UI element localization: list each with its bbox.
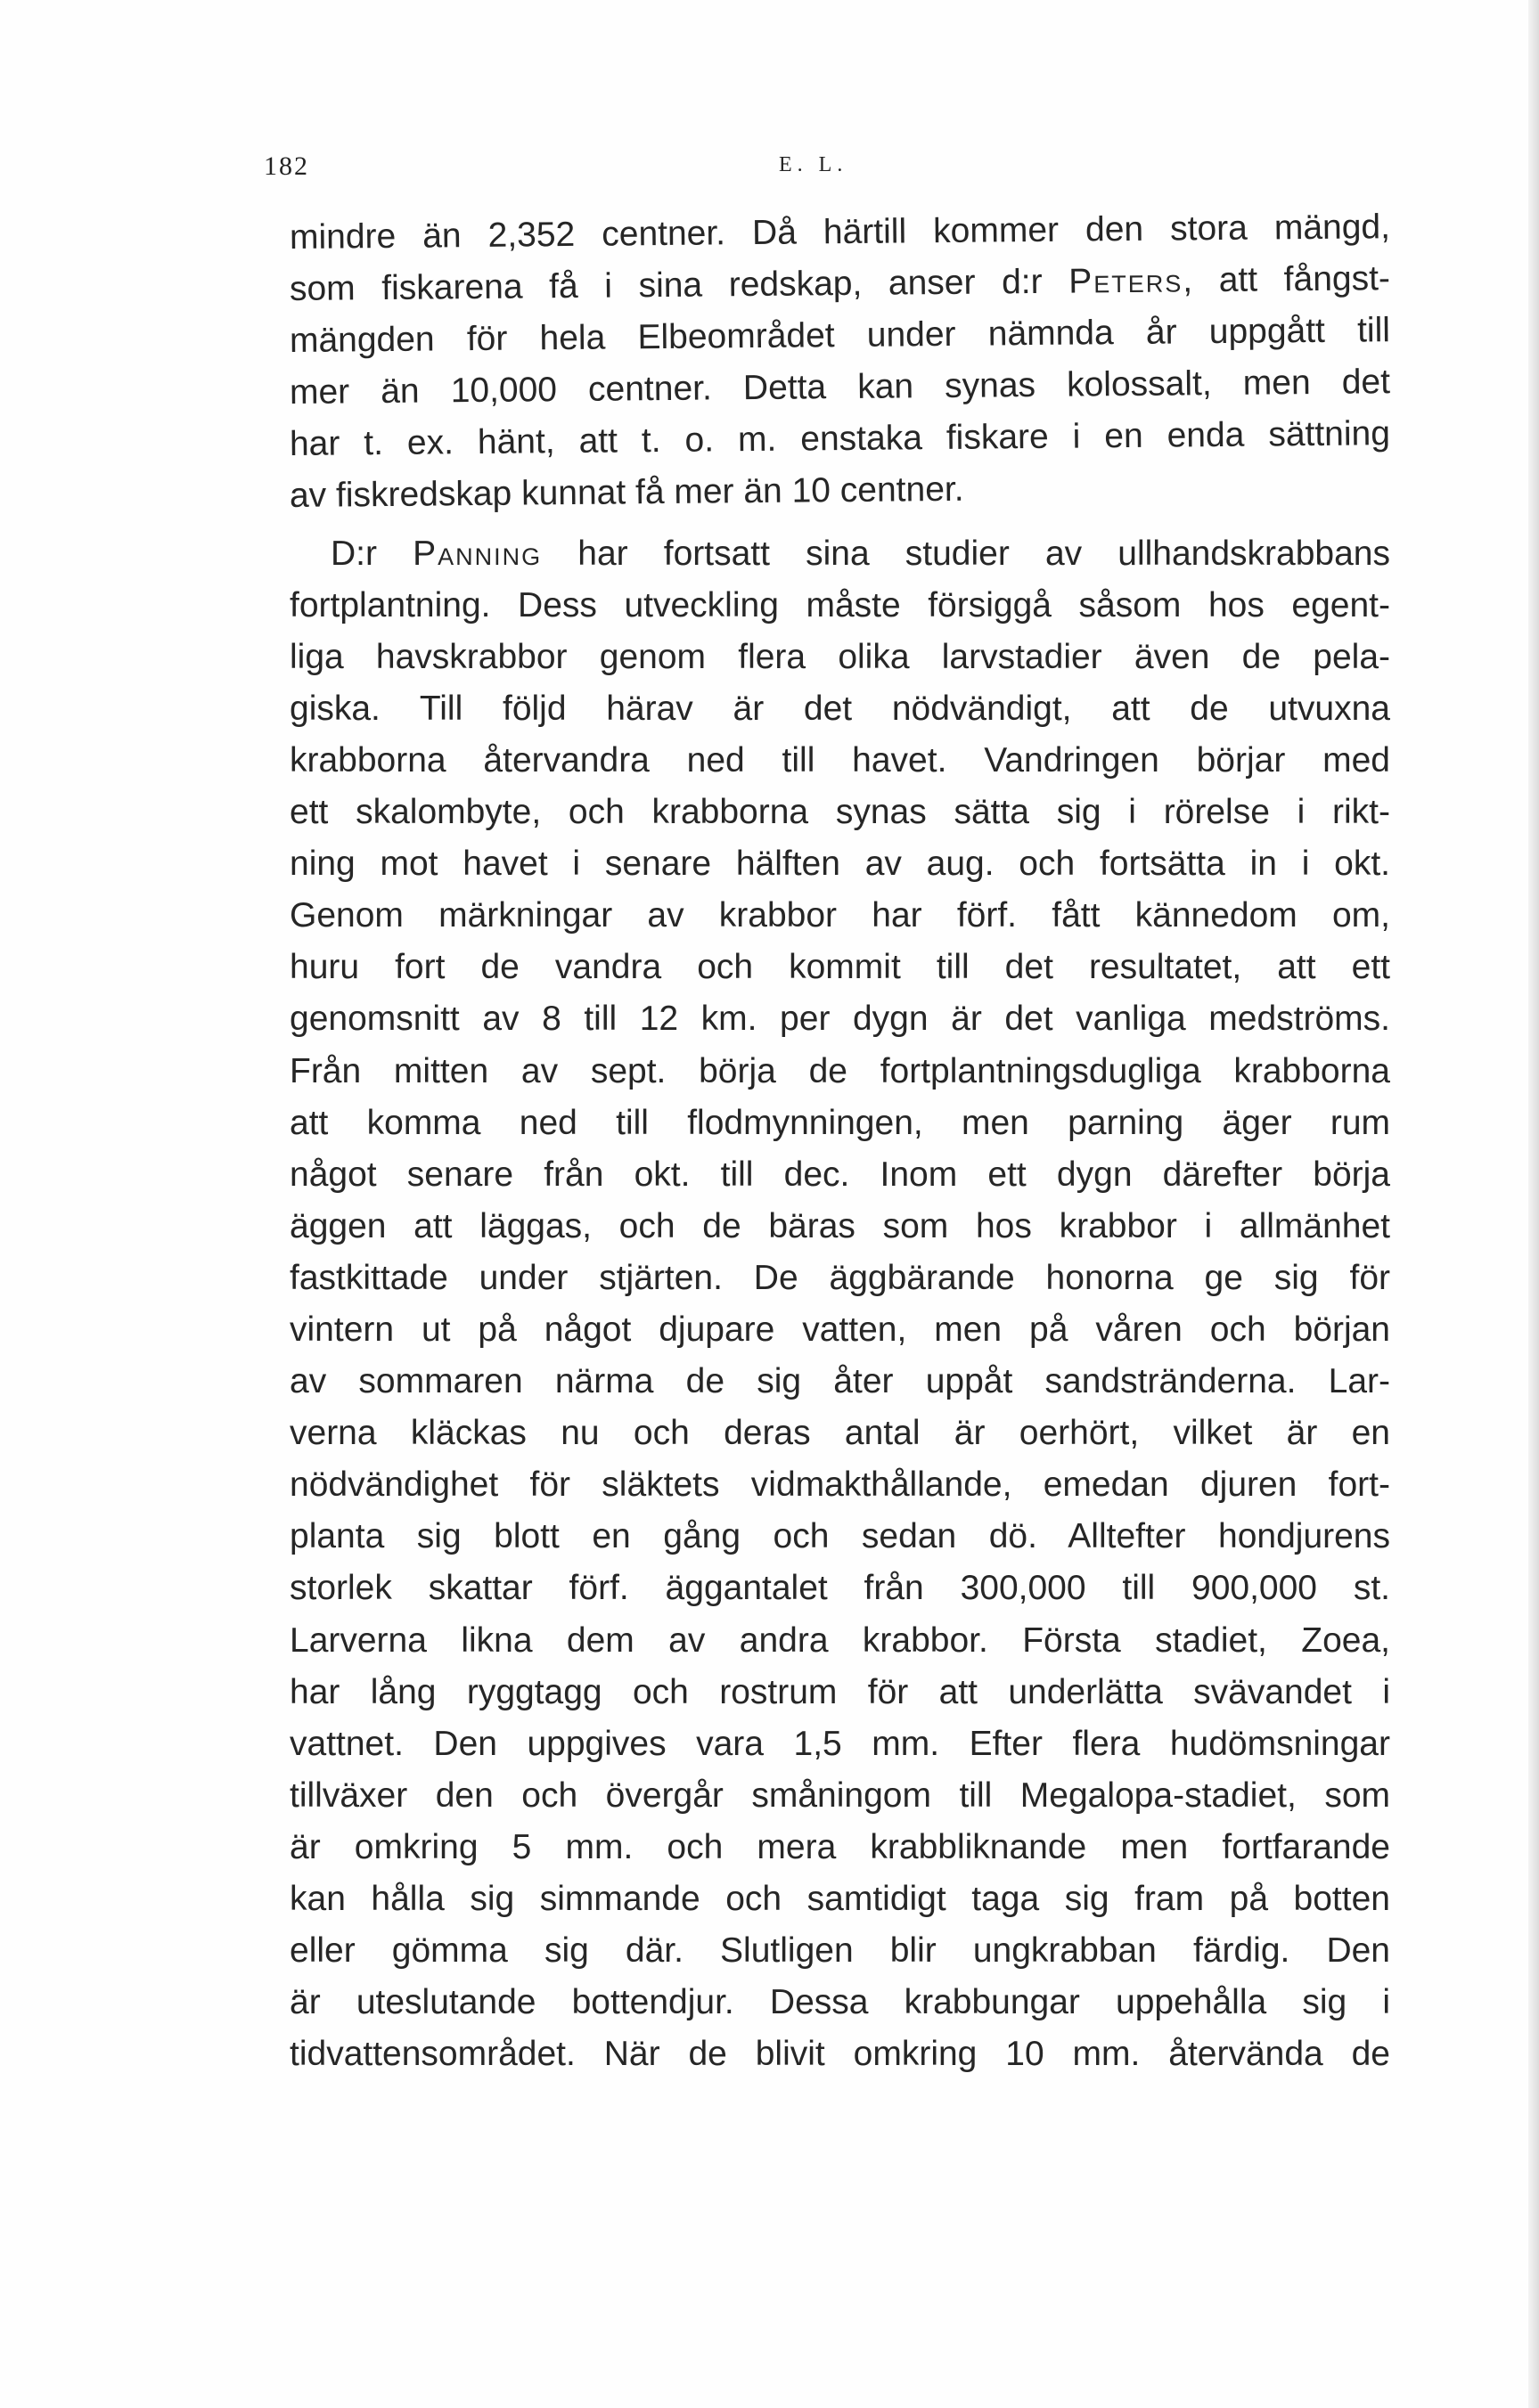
text-line: något senare från okt. till dec. Inom ett dygn därefter börja [290,1155,1390,1194]
text-line: planta sig blott en gång och sedan dö. Alltefter hondjurens [290,1517,1390,1556]
text-line [290,528,1390,580]
text-line: Från mitten av sept. börja de fortplantningsdugliga krabborna [290,1051,1390,1090]
page-edge-shadow [1528,0,1539,2408]
text-fragment: , att fångst- [1183,259,1391,300]
text-line: krabborna återvandra ned till havet. Vandringen börjar med [290,740,1390,780]
text-line: liga havskrabbor genom flera olika larvstadier även de pela- [290,637,1390,676]
text-line: mindre än 2,352 centner. Då härtill kommer den stora mängd, [289,208,1391,257]
text-fragment: som fiskarena få i sina redskap, anser d:r [289,262,1043,309]
text-line: huru fort de vandra och kommit till det resultatet, att ett [290,948,1390,987]
text-line: är omkring 5 mm. och mera krabbliknande men fortfarande [290,1827,1390,1866]
text-line: fortplantning. Dess utveckling måste försiggå såsom hos egent- [290,585,1390,624]
text-line: av sommaren närma de sig åter uppåt sandstränderna. Lar- [290,1362,1390,1401]
text-line: att komma ned till flodmynningen, men parning äger rum [290,1103,1390,1142]
text-line: storlek skattar förf. äggantalet från 300,000 till 900,000 st. [290,1569,1390,1608]
text-line: nödvändighet för släktets vidmakthållande, emedan djuren fort- [290,1465,1390,1505]
text-line: vattnet. Den uppgives vara 1,5 mm. Efter flera hudömsningar [290,1724,1390,1763]
author-initials: E. L. [779,153,848,176]
running-head [264,151,1387,196]
text-line: ett skalombyte, och krabborna synas sätta sig i rörelse i rikt- [290,793,1390,832]
text-line: tillväxer den och övergår småningom till Megalopa-stadiet, som [290,1775,1390,1815]
text-line: vintern ut på något djupare vatten, men på våren och början [290,1310,1390,1349]
text-line: ning mot havet i senare hälften av aug. och fortsätta in i okt. [290,845,1390,884]
text-line: verna kläckas nu och deras antal är oerhört, vilket är en [290,1414,1390,1453]
text-line: mängden för hela Elbeområdet under nämnda år uppgått till [289,311,1391,361]
body-text [289,208,1391,2080]
text-line: mer än 10,000 centner. Detta kan synas kolossalt, men det [289,363,1391,412]
text-line: av fiskredskap kunnat få mer än 10 centner. [289,470,964,516]
text-fragment: har fortsatt sina studier av ullhandskrabbans [577,534,1390,573]
text-line: äggen att läggas, och de bäras som hos krabbor i allmänhet [290,1206,1390,1245]
text-fragment: D:r [331,534,377,573]
text-line: tidvattensområdet. När de blivit omkring 10 mm. återvända de [290,2035,1390,2074]
text-line: är uteslutande bottendjur. Dessa krabbungar uppehålla sig i [290,1983,1390,2022]
text-line: genomsnitt av 8 till 12 km. per dygn är det vanliga medströms. [290,1000,1390,1039]
text-line: Genom märkningar av krabbor har förf. fått kännedom om, [290,896,1390,935]
text-line: Larverna likna dem av andra krabbor. Första stadiet, Zoea, [290,1620,1390,1660]
person-name-panning: Panning [413,534,543,573]
person-name-peters: Peters [1068,261,1183,301]
text-line: eller gömma sig där. Slutligen blir ungkrabban färdig. Den [290,1931,1390,1971]
page-number: 182 [264,151,309,181]
text-line: har t. ex. hänt, att t. o. m. enstaka fiskare i en enda sättning [289,414,1391,464]
text-line: har lång ryggtagg och rostrum för att underlätta svävandet i [290,1672,1390,1711]
text-line: giska. Till följd härav är det nödvändigt, att de utvuxna [290,689,1390,728]
text-line: fastkittade under stjärten. De äggbärande honorna ge sig för [290,1258,1390,1297]
text-line: kan hålla sig simmande och samtidigt taga sig fram på botten [290,1880,1390,1918]
